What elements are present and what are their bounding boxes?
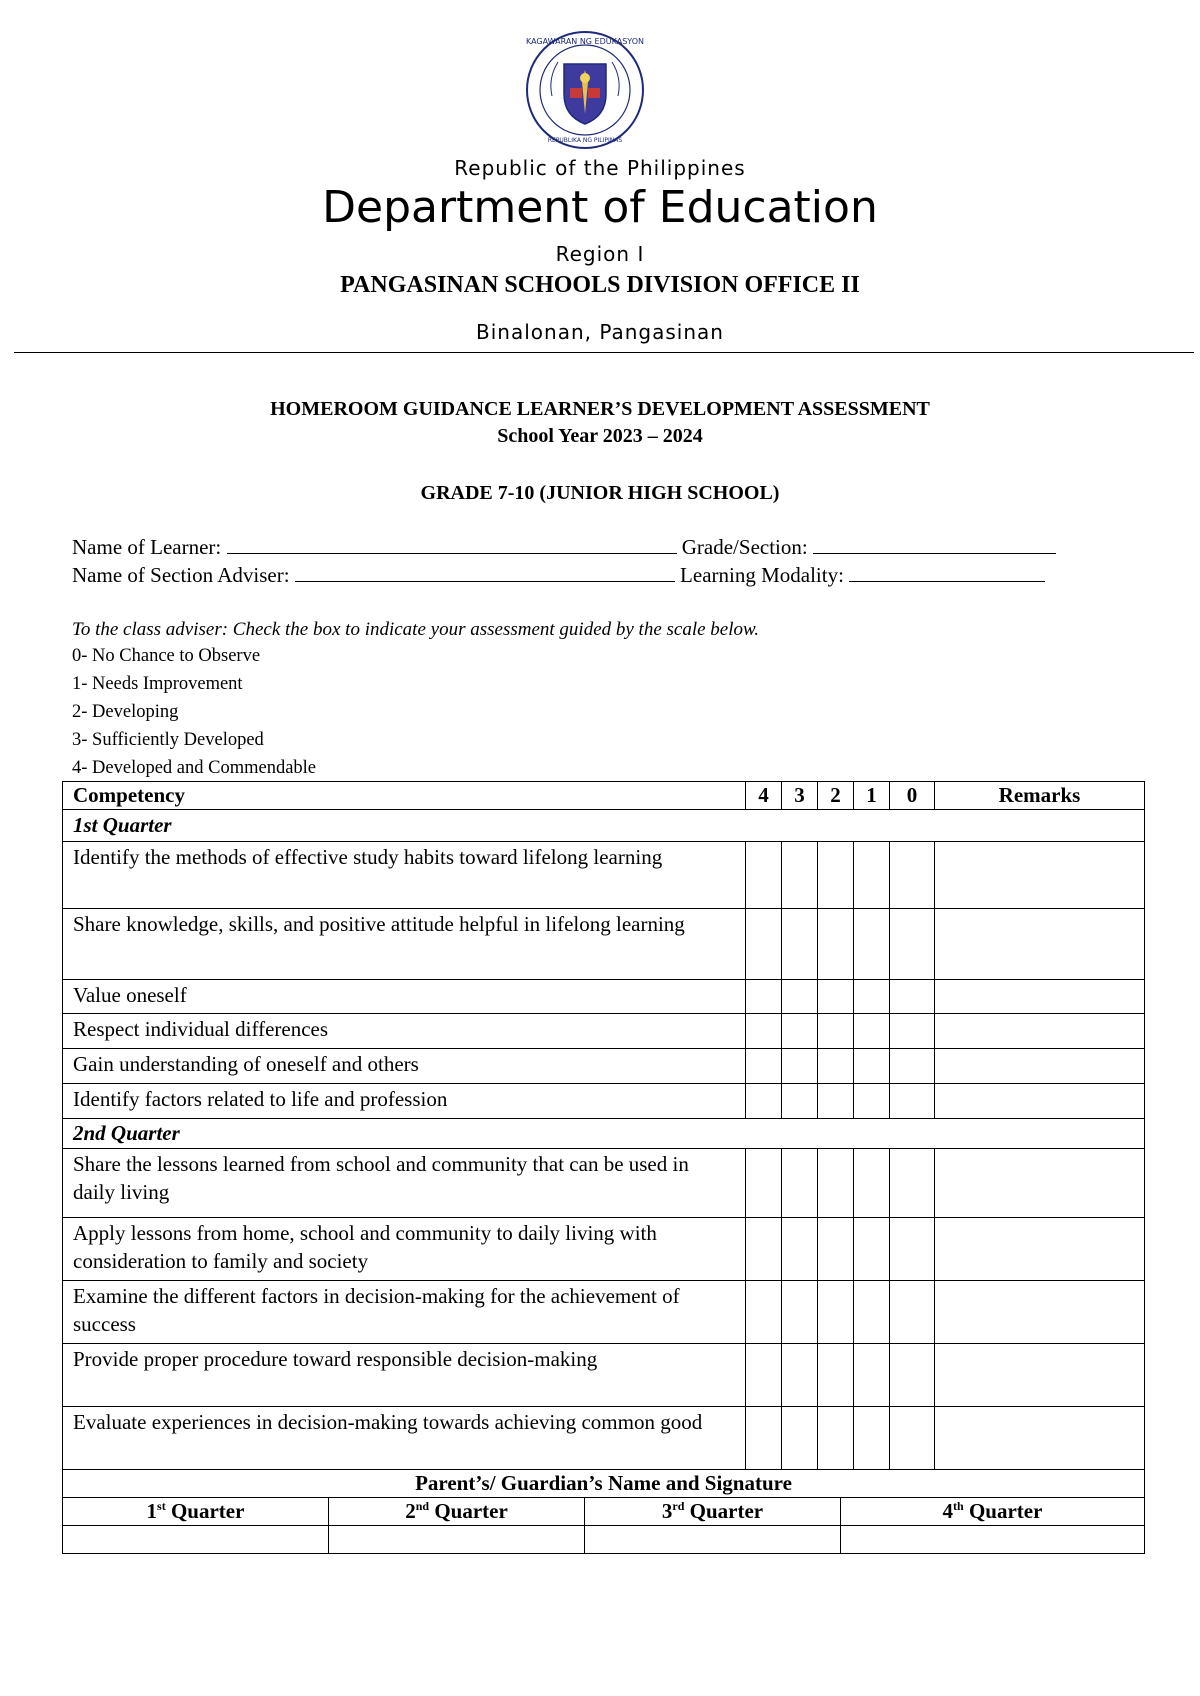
score-0-checkbox[interactable]: [890, 1218, 935, 1281]
score-4-checkbox[interactable]: [746, 1407, 782, 1470]
table-row: [63, 909, 1145, 980]
score-4-checkbox[interactable]: [746, 842, 782, 909]
remarks-cell[interactable]: [935, 1281, 1145, 1344]
score-0-header: 0: [890, 782, 935, 810]
signature-title: Parent’s/ Guardian’s Name and Signature: [63, 1470, 1145, 1498]
table-row: [63, 1049, 1145, 1084]
learning-modality-label: Learning Modality:: [680, 563, 844, 587]
table-header-row: [63, 782, 1145, 810]
department-title: Department of Education: [322, 182, 878, 233]
quarter-row: [63, 810, 1145, 842]
competency-table: [62, 781, 1145, 1470]
table-row: [63, 1084, 1145, 1119]
table-row: [63, 1218, 1145, 1281]
score-1-checkbox[interactable]: [854, 1281, 890, 1344]
score-3-checkbox[interactable]: [782, 909, 818, 980]
table-row: [63, 980, 1145, 1014]
signature-cell-q1[interactable]: [63, 1526, 329, 1554]
score-1-checkbox[interactable]: [854, 1014, 890, 1049]
competency-text: Identify factors related to life and profession: [63, 1084, 746, 1119]
instruction-text: To the class adviser: Check the box to indicate your assessment guided by the scale below.: [72, 619, 760, 640]
competency-text: Respect individual differences: [63, 1014, 746, 1049]
score-4-checkbox[interactable]: [746, 1014, 782, 1049]
header-divider: [14, 352, 1194, 353]
learner-name-field[interactable]: [227, 535, 677, 554]
remarks-cell[interactable]: [935, 980, 1145, 1014]
svg-text:KAGAWARAN NG EDUKASYON: KAGAWARAN NG EDUKASYON: [525, 37, 645, 46]
score-2-checkbox[interactable]: [818, 1084, 854, 1119]
score-2-checkbox[interactable]: [818, 842, 854, 909]
table-row: [63, 1014, 1145, 1049]
score-3-checkbox[interactable]: [782, 1407, 818, 1470]
table-row: [63, 1407, 1145, 1470]
score-0-checkbox[interactable]: [890, 842, 935, 909]
grade-section-label: Grade/Section:: [681, 535, 808, 559]
score-4-checkbox[interactable]: [746, 909, 782, 980]
quarter-1-header: 1st Quarter: [63, 1498, 329, 1526]
score-1-checkbox[interactable]: [854, 1084, 890, 1119]
remarks-cell[interactable]: [935, 842, 1145, 909]
quarter-1-label: 1st Quarter: [63, 810, 1145, 842]
score-3-checkbox[interactable]: [782, 842, 818, 909]
division-title: PANGASINAN SCHOOLS DIVISION OFFICE II: [340, 272, 860, 298]
score-0-checkbox[interactable]: [890, 1049, 935, 1084]
score-3-checkbox[interactable]: [782, 1281, 818, 1344]
grade-section-field[interactable]: [813, 535, 1056, 554]
signature-table: [62, 1469, 1145, 1554]
quarter-2-label: 2nd Quarter: [63, 1119, 1145, 1149]
remarks-cell[interactable]: [935, 1407, 1145, 1470]
score-3-checkbox[interactable]: [782, 1218, 818, 1281]
score-2-checkbox[interactable]: [818, 1344, 854, 1407]
score-0-checkbox[interactable]: [890, 909, 935, 980]
learner-info-row: [72, 535, 1056, 560]
score-1-checkbox[interactable]: [854, 842, 890, 909]
signature-cell-q3[interactable]: [585, 1526, 841, 1554]
remarks-cell[interactable]: [935, 1344, 1145, 1407]
score-4-checkbox[interactable]: [746, 1084, 782, 1119]
signature-cell-q4[interactable]: [841, 1526, 1145, 1554]
scale-item: 2- Developing: [72, 702, 179, 722]
remarks-header: Remarks: [935, 782, 1145, 810]
grade-level: GRADE 7-10 (JUNIOR HIGH SCHOOL): [420, 482, 780, 504]
score-4-checkbox[interactable]: [746, 1344, 782, 1407]
remarks-cell[interactable]: [935, 1014, 1145, 1049]
score-2-checkbox[interactable]: [818, 1014, 854, 1049]
region-line: Region I: [555, 242, 645, 266]
score-3-checkbox[interactable]: [782, 1344, 818, 1407]
score-1-checkbox[interactable]: [854, 909, 890, 980]
table-row: [63, 1149, 1145, 1218]
score-0-checkbox[interactable]: [890, 1084, 935, 1119]
score-2-header: 2: [818, 782, 854, 810]
competency-text: Examine the different factors in decision-making for the achievement of success: [63, 1281, 746, 1344]
table-row: [63, 842, 1145, 909]
score-3-checkbox[interactable]: [782, 1014, 818, 1049]
score-3-checkbox[interactable]: [782, 1084, 818, 1119]
score-4-checkbox[interactable]: [746, 1281, 782, 1344]
competency-text: Value oneself: [63, 980, 746, 1014]
competency-text: Apply lessons from home, school and community to daily living with consideration to family and society: [63, 1218, 746, 1281]
score-1-checkbox[interactable]: [854, 980, 890, 1014]
scale-item: 1- Needs Improvement: [72, 674, 243, 694]
quarter-4-header: 4th Quarter: [841, 1498, 1145, 1526]
competency-text: Identify the methods of effective study habits toward lifelong learning: [63, 842, 746, 909]
republic-line: Republic of the Philippines: [454, 156, 746, 180]
quarter-3-header: 3rd Quarter: [585, 1498, 841, 1526]
score-2-checkbox[interactable]: [818, 1049, 854, 1084]
score-0-checkbox[interactable]: [890, 980, 935, 1014]
scale-item: 3- Sufficiently Developed: [72, 730, 264, 750]
score-0-checkbox[interactable]: [890, 1281, 935, 1344]
score-0-checkbox[interactable]: [890, 1344, 935, 1407]
remarks-cell[interactable]: [935, 1218, 1145, 1281]
quarter-row: [63, 1119, 1145, 1149]
learner-name-label: Name of Learner:: [72, 535, 222, 559]
school-year: School Year 2023 – 2024: [497, 425, 703, 447]
remarks-cell[interactable]: [935, 1149, 1145, 1218]
score-4-checkbox[interactable]: [746, 980, 782, 1014]
score-3-checkbox[interactable]: [782, 1049, 818, 1084]
score-4-checkbox[interactable]: [746, 1049, 782, 1084]
score-0-checkbox[interactable]: [890, 1149, 935, 1218]
score-1-checkbox[interactable]: [854, 1407, 890, 1470]
score-2-checkbox[interactable]: [818, 1149, 854, 1218]
competency-text: Gain understanding of oneself and others: [63, 1049, 746, 1084]
competency-text: Evaluate experiences in decision-making towards achieving common good: [63, 1407, 746, 1470]
score-2-checkbox[interactable]: [818, 1218, 854, 1281]
remarks-cell[interactable]: [935, 909, 1145, 980]
remarks-cell[interactable]: [935, 1084, 1145, 1119]
score-3-header: 3: [782, 782, 818, 810]
score-2-checkbox[interactable]: [818, 909, 854, 980]
learning-modality-field[interactable]: [849, 563, 1045, 582]
town-line: Binalonan, Pangasinan: [476, 320, 724, 344]
adviser-name-label: Name of Section Adviser:: [72, 563, 290, 587]
svg-text:REPUBLIKA NG PILIPINAS: REPUBLIKA NG PILIPINAS: [547, 137, 623, 144]
competency-text: Provide proper procedure toward responsible decision-making: [63, 1344, 746, 1407]
score-3-checkbox[interactable]: [782, 980, 818, 1014]
score-2-checkbox[interactable]: [818, 980, 854, 1014]
scale-item: 4- Developed and Commendable: [72, 758, 317, 778]
score-0-checkbox[interactable]: [890, 1014, 935, 1049]
competency-header: Competency: [63, 782, 746, 810]
score-1-header: 1: [854, 782, 890, 810]
score-4-header: 4: [746, 782, 782, 810]
scale-item: 0- No Chance to Observe: [72, 646, 261, 666]
signature-cell-q2[interactable]: [329, 1526, 585, 1554]
deped-seal-logo: [524, 30, 646, 150]
score-4-checkbox[interactable]: [746, 1149, 782, 1218]
score-1-checkbox[interactable]: [854, 1149, 890, 1218]
score-1-checkbox[interactable]: [854, 1218, 890, 1281]
table-row: [63, 1281, 1145, 1344]
score-2-checkbox[interactable]: [818, 1281, 854, 1344]
adviser-name-field[interactable]: [295, 563, 675, 582]
score-0-checkbox[interactable]: [890, 1407, 935, 1470]
competency-text: Share knowledge, skills, and positive attitude helpful in lifelong learning: [63, 909, 746, 980]
score-2-checkbox[interactable]: [818, 1407, 854, 1470]
remarks-cell[interactable]: [935, 1049, 1145, 1084]
adviser-info-row: [72, 563, 1045, 588]
table-row: [63, 1344, 1145, 1407]
score-3-checkbox[interactable]: [782, 1149, 818, 1218]
score-1-checkbox[interactable]: [854, 1049, 890, 1084]
quarter-2-header: 2nd Quarter: [329, 1498, 585, 1526]
score-4-checkbox[interactable]: [746, 1218, 782, 1281]
competency-text: Share the lessons learned from school and community that can be used in daily living: [63, 1149, 746, 1218]
form-title: HOMEROOM GUIDANCE LEARNER’S DEVELOPMENT ASSESSMENT: [270, 398, 930, 420]
score-1-checkbox[interactable]: [854, 1344, 890, 1407]
